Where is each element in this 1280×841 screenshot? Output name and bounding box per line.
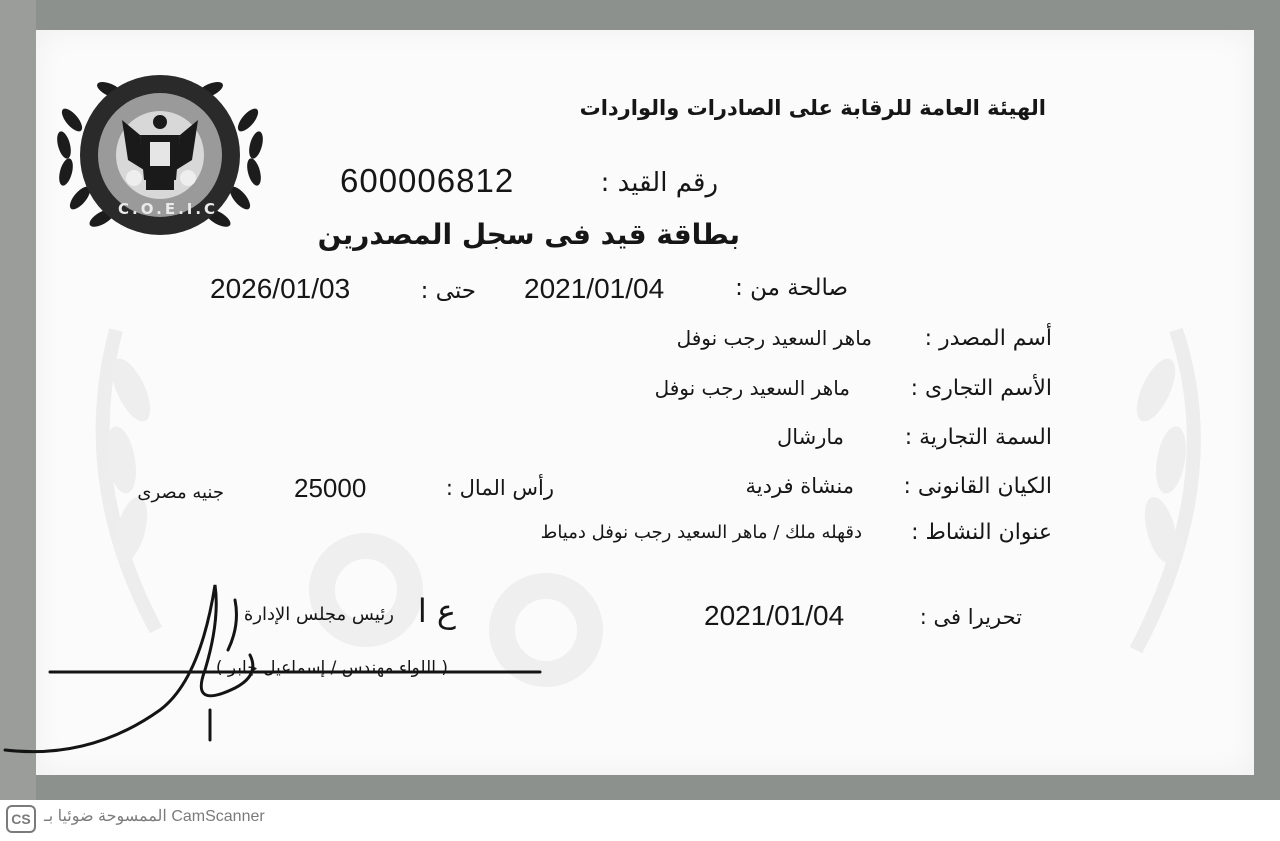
signatory-name: ( اللواء مهندس / إسماعيل جابر ) — [215, 658, 448, 678]
legal-entity-label: الكيان القانونى : — [903, 474, 1052, 499]
signature-initial: ع ا — [417, 592, 456, 630]
registration-number: 600006812 — [340, 162, 515, 199]
issue-date-label: تحريرا فى : — [919, 605, 1022, 629]
activity-address-value: دقهله ملك / ماهر السعيد رجب نوفل دمياط — [540, 522, 862, 543]
exporter-name-value: ماهر السعيد رجب نوفل — [676, 326, 872, 350]
exporter-name-label: أسم المصدر : — [924, 326, 1052, 351]
valid-to-label: حتى : — [420, 278, 476, 304]
valid-from-label: صالحة من : — [735, 275, 848, 301]
trade-name-label: الأسم التجارى : — [910, 376, 1052, 401]
trade-mark-label: السمة التجارية : — [904, 425, 1052, 450]
activity-address-label: عنوان النشاط : — [911, 520, 1052, 545]
handwritten-signature — [0, 560, 600, 780]
valid-from-date: 2021/01/04 — [524, 273, 665, 304]
capital-value: 25000 — [294, 473, 367, 503]
signatory-title: رئيس مجلس الإدارة — [243, 604, 394, 625]
issuing-authority: الهيئة العامة للرقابة على الصادرات والواردات — [579, 96, 1046, 120]
issue-date: 2021/01/04 — [704, 600, 845, 631]
seal-text: C.O.E.I.C — [118, 200, 219, 218]
capital-label: رأس المال : — [445, 476, 554, 500]
legal-entity-value: منشاة فردية — [745, 474, 854, 498]
camscanner-logo: CS — [6, 805, 36, 833]
trade-name-value: ماهر السعيد رجب نوفل — [654, 376, 850, 400]
seal-emblem — [50, 50, 270, 250]
trade-mark-value: مارشال — [776, 425, 844, 449]
valid-to-date: 2026/01/03 — [210, 273, 351, 304]
card-title: بطاقة قيد فى سجل المصدرين — [317, 218, 740, 251]
capital-currency: جنيه مصرى — [137, 482, 224, 503]
registration-number-label: رقم القيد : — [600, 168, 718, 198]
camscanner-watermark-text: الممسوحة ضوئيا بـ CamScanner — [44, 808, 265, 825]
